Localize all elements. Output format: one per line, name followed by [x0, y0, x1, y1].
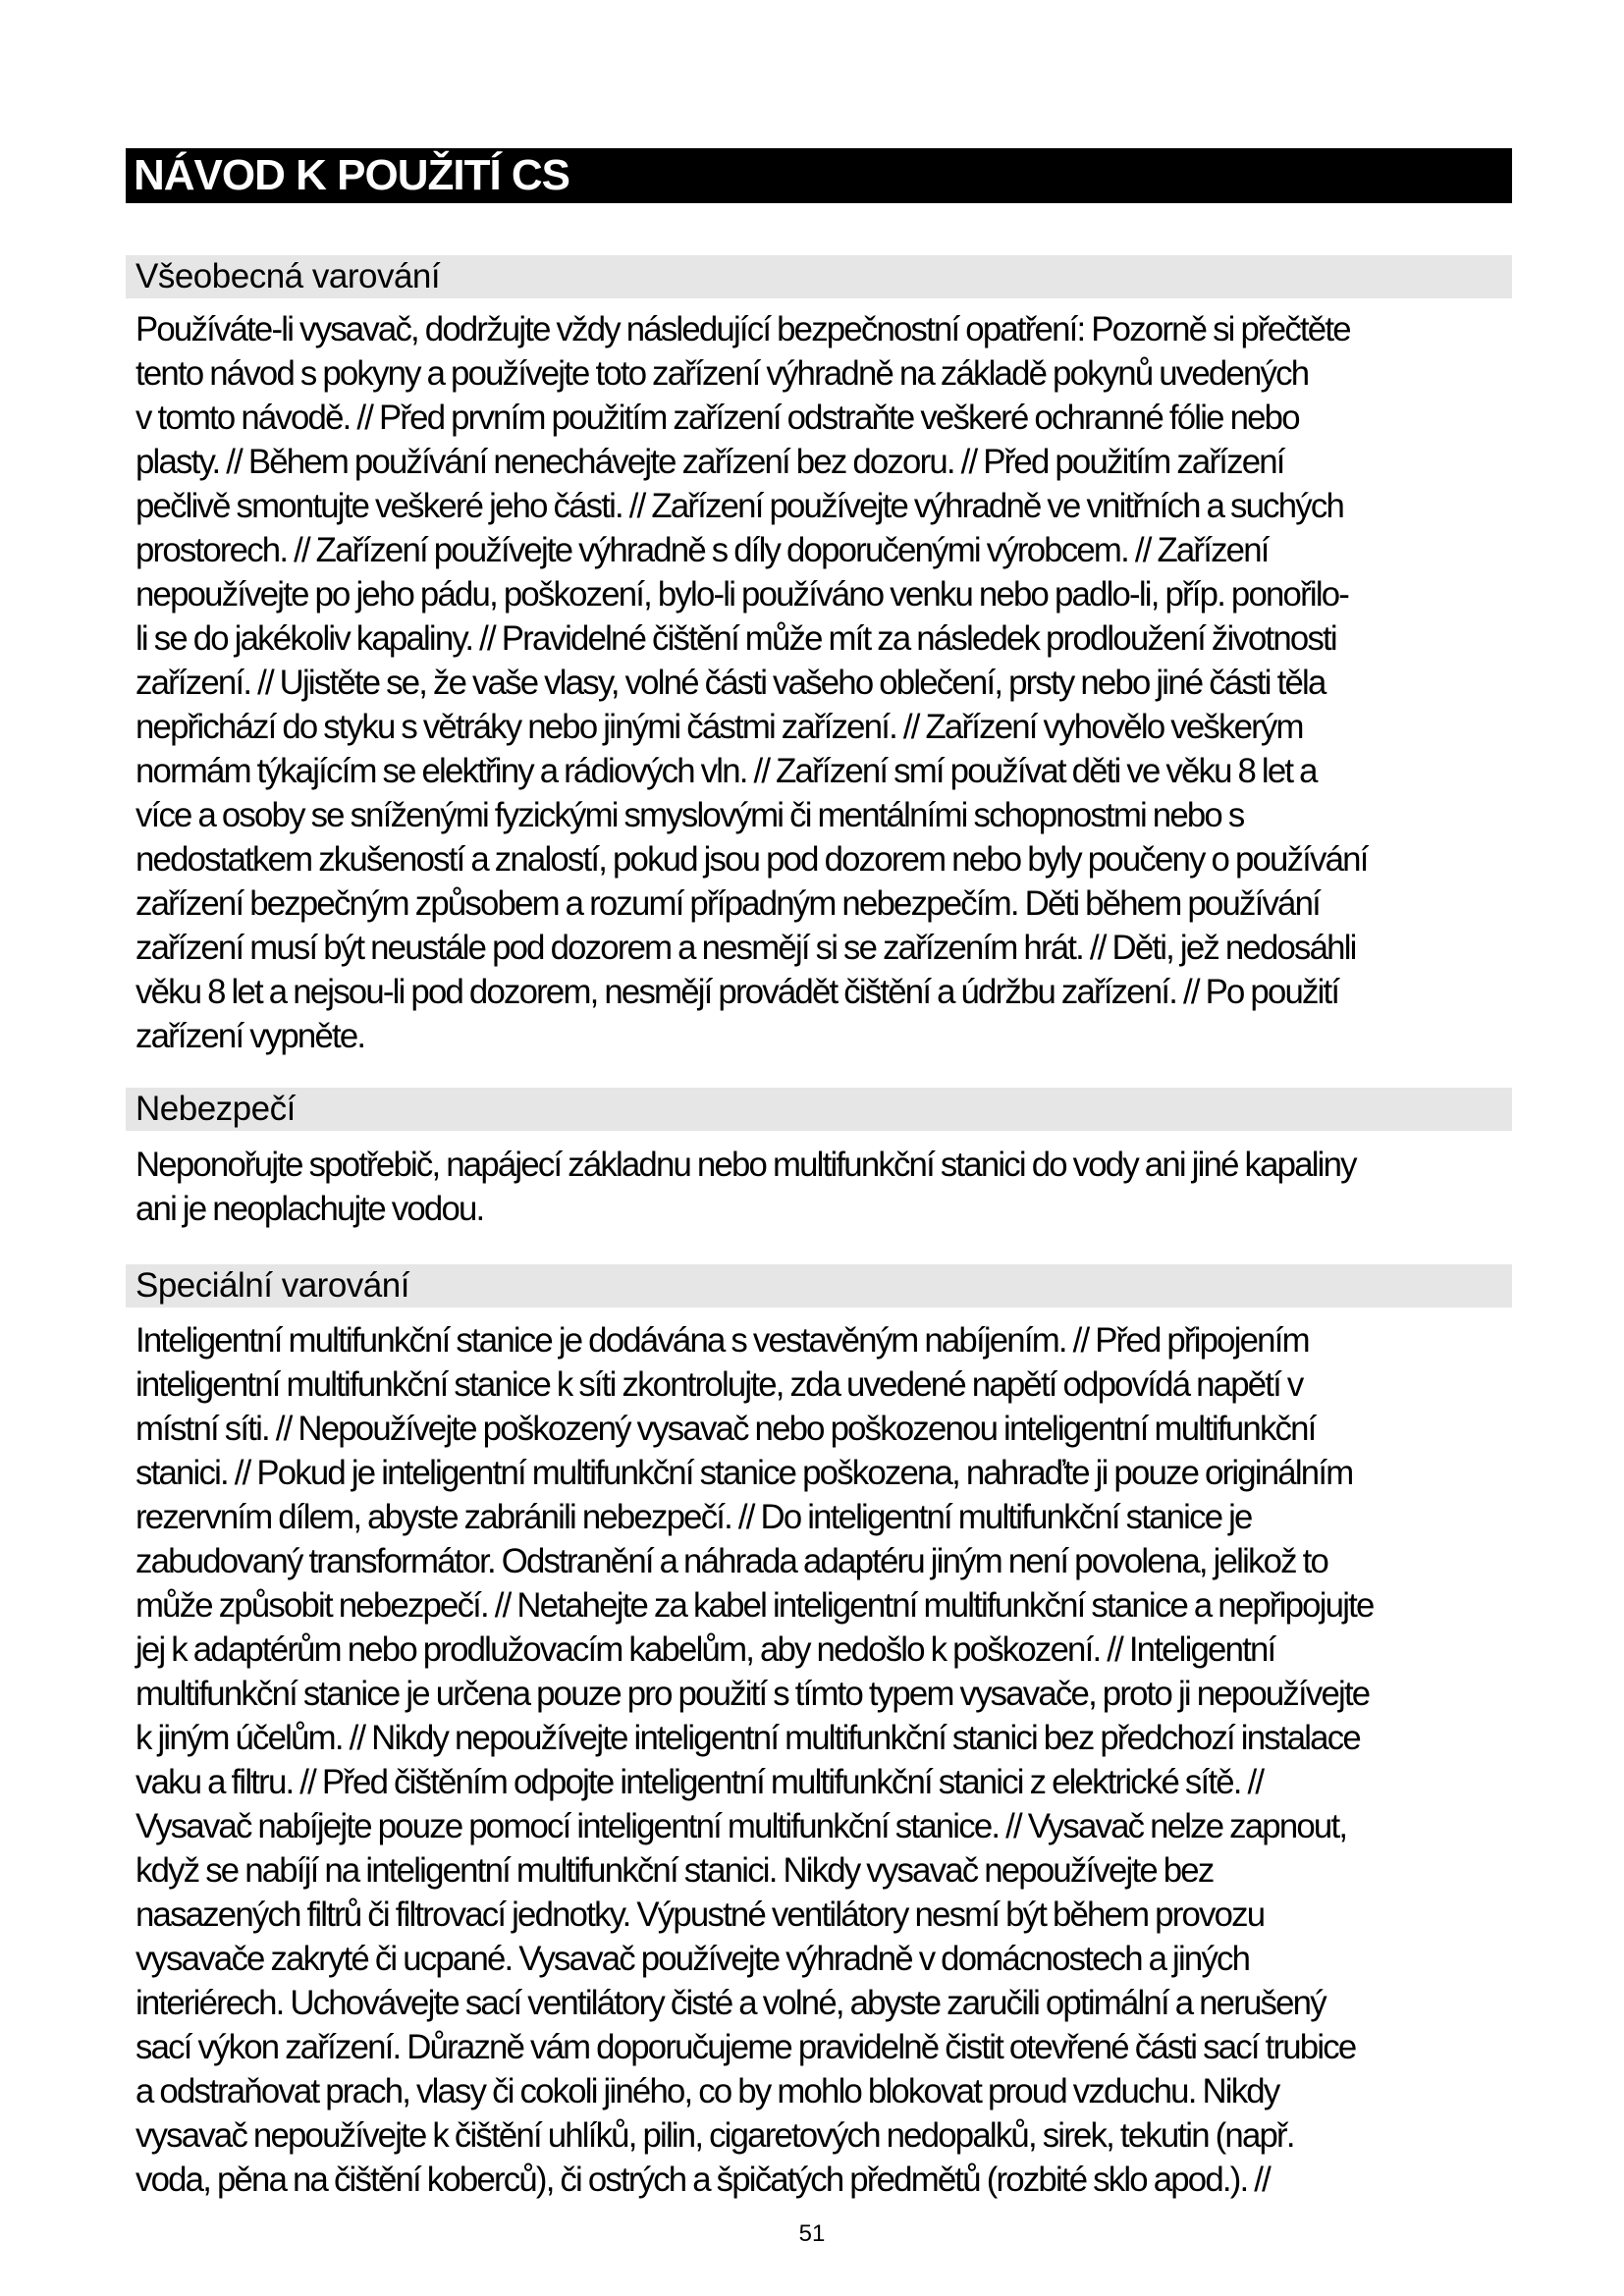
text-line: interiérech. Uchovávejte sací ventilátory čisté a volné, abyste zaručili optimální a nerušený — [135, 1984, 1326, 2022]
text-line: prostorech. // Zařízení používejte výhradně s díly doporučenými výrobcem. // Zařízení — [135, 531, 1269, 569]
text-line: inteligentní multifunkční stanice k síti zkontrolujte, zda uvedené napětí odpovídá napětí v — [135, 1365, 1303, 1404]
text-line: zařízení bezpečným způsobem a rozumí případným nebezpečím. Děti během používání — [135, 884, 1321, 923]
text-line: když se nabíjí na inteligentní multifunkční stanici. Nikdy vysavač nepoužívejte bez — [135, 1851, 1214, 1890]
text-line: sací výkon zařízení. Důrazně vám doporučujeme pravidelně čistit otevřené části sací trubice — [135, 2028, 1356, 2066]
text-line: normám týkajícím se elektřiny a rádiových vln. // Zařízení smí používat děti ve věku 8 let a — [135, 752, 1317, 790]
text-line: plasty. // Během používání nenechávejte zařízení bez dozoru. // Před použitím zařízení — [135, 443, 1284, 481]
text-line: zabudovaný transformátor. Odstranění a náhrada adaptéru jiným není povolena, jelikož to — [135, 1542, 1328, 1580]
text-line: věku 8 let a nejsou-li pod dozorem, nesmějí provádět čištění a údržbu zařízení. // Po použití — [135, 973, 1339, 1011]
text-line: voda, pěna na čištění koberců), či ostrých a špičatých předmětů (rozbité sklo apod.). // — [135, 2161, 1271, 2199]
text-line: v tomto návodě. // Před prvním použitím zařízení odstraňte veškeré ochranné fólie nebo — [135, 399, 1299, 437]
section-heading-special-warnings: Speciální varování — [126, 1264, 1512, 1308]
text-line: Inteligentní multifunkční stanice je dodávána s vestavěným nabíjením. // Před připojením — [135, 1321, 1309, 1360]
text-line: Používáte-li vysavač, dodržujte vždy následující bezpečnostní opatření: Pozorně si přečtěte — [135, 310, 1350, 348]
section-heading-danger: Nebezpečí — [126, 1088, 1512, 1131]
text-line: li se do jakékoliv kapaliny. // Pravidelné čištění může mít za následek prodloužení životnosti — [135, 619, 1336, 658]
text-line: nedostatkem zkušeností a znalostí, pokud jsou pod dozorem nebo byly poučeny o používání — [135, 840, 1368, 879]
text-line: jej k adaptérům nebo prodlužovacím kabelům, aby nedošlo k poškození. // Inteligentní — [135, 1630, 1275, 1669]
text-line: k jiným účelům. // Nikdy nepoužívejte inteligentní multifunkční stanici bez předchozí instalace — [135, 1719, 1360, 1757]
section-body-danger — [135, 1143, 1530, 1231]
section-heading-general-warnings: Všeobecná varování — [126, 255, 1512, 298]
text-line: ani je neoplachujte vodou. — [135, 1190, 484, 1228]
section-body-general-warnings — [135, 307, 1530, 1058]
text-line: tento návod s pokyny a používejte toto zařízení výhradně na základě pokynů uvedených — [135, 354, 1309, 393]
text-line: stanici. // Pokud je inteligentní multifunkční stanice poškozena, nahraďte ji pouze originálním — [135, 1454, 1353, 1492]
text-line: zařízení. // Ujistěte se, že vaše vlasy, volné části vašeho oblečení, prsty nebo jiné části těla — [135, 664, 1326, 702]
text-line: může způsobit nebezpečí. // Netahejte za kabel inteligentní multifunkční stanice a nepřipojujte — [135, 1586, 1374, 1625]
text-line: nepoužívejte po jeho pádu, poškození, bylo-li používáno venku nebo padlo-li, příp. ponořilo- — [135, 575, 1349, 614]
text-line: Neponořujte spotřebič, napájecí základnu nebo multifunkční stanici do vody ani jiné kapaliny — [135, 1146, 1356, 1184]
text-line: pečlivě smontujte veškeré jeho části. // Zařízení používejte výhradně ve vnitřních a suchých — [135, 487, 1343, 525]
text-line: zařízení vypněte. — [135, 1017, 365, 1055]
page-title: NÁVOD K POUŽITÍ CS — [126, 148, 1512, 203]
text-line: nepřichází do styku s větráky nebo jinými částmi zařízení. // Zařízení vyhovělo veškerým — [135, 708, 1303, 746]
text-line: nasazených filtrů či filtrovací jednotky. Výpustné ventilátory nesmí být během provozu — [135, 1896, 1265, 1934]
text-line: místní síti. // Nepoužívejte poškozený vysavač nebo poškozenou inteligentní multifunkční — [135, 1410, 1316, 1448]
page-number: 51 — [798, 2220, 826, 2247]
text-line: rezervním dílem, abyste zabránili nebezpečí. // Do inteligentní multifunkční stanice je — [135, 1498, 1252, 1536]
text-line: a odstraňovat prach, vlasy či cokoli jiného, co by mohlo blokovat proud vzduchu. Nikdy — [135, 2072, 1279, 2110]
text-line: Vysavač nabíjejte pouze pomocí inteligentní multifunkční stanice. // Vysavač nelze zapnout, — [135, 1807, 1347, 1845]
text-line: zařízení musí být neustále pod dozorem a nesmějí si se zařízením hrát. // Děti, jež nedosáhli — [135, 929, 1356, 967]
text-line: multifunkční stanice je určena pouze pro použití s tímto typem vysavače, proto ji nepoužívejte — [135, 1675, 1370, 1713]
text-line: vysavače zakryté či ucpané. Vysavač používejte výhradně v domácnostech a jiných — [135, 1940, 1250, 1978]
text-line: vysavač nepoužívejte k čištění uhlíků, pilin, cigaretových nedopalků, sirek, tekutin (např. — [135, 2116, 1294, 2155]
text-line: vaku a filtru. // Před čištěním odpojte inteligentní multifunkční stanici z elektrické sítě. // — [135, 1763, 1264, 1801]
text-line: více a osoby se sníženými fyzickými smyslovými či mentálními schopnostmi nebo s — [135, 796, 1244, 834]
section-body-special-warnings — [135, 1318, 1530, 2202]
